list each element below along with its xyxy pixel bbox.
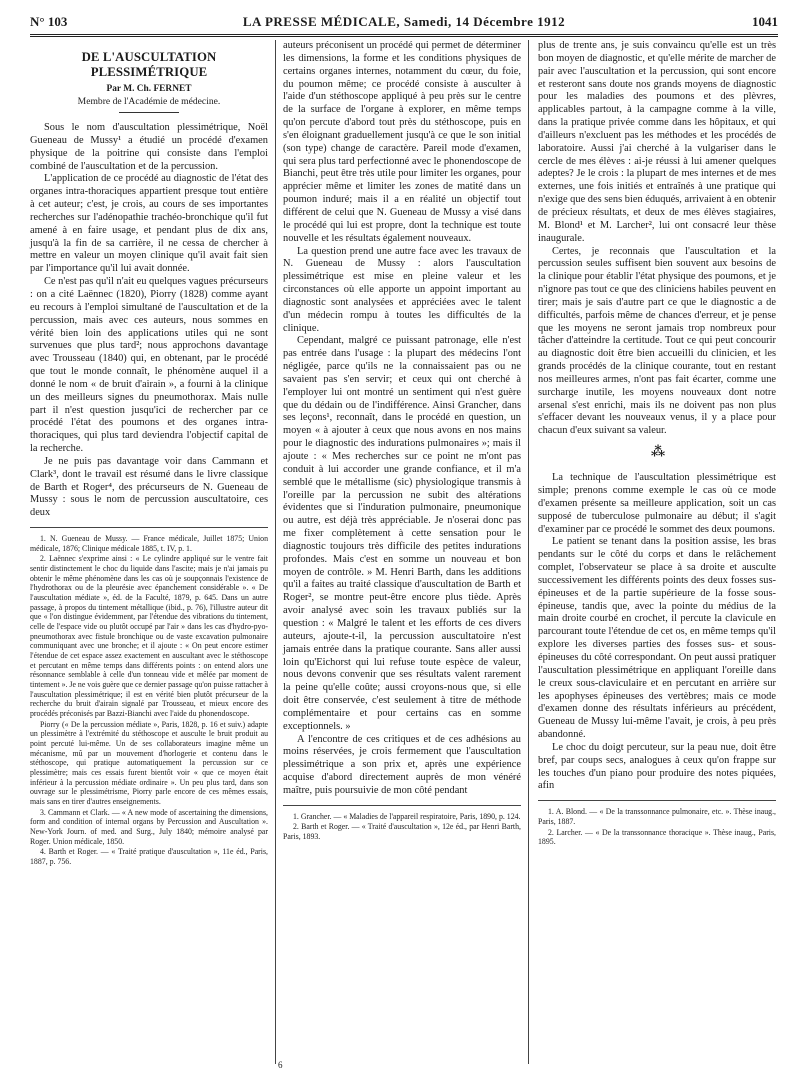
footnote-rule <box>30 527 268 528</box>
title-divider <box>119 112 179 113</box>
column-3 <box>538 40 776 848</box>
paragraph: Le patient se tenant dans la position assise, les bras pendants sur le côté du corps et dans le relâchement complet, l'observateur se place à sa droite et ausculte successivement les différents points des deux fosses sus-épineuses et de la partie supérieure de la fosse sous-épineuse, tandis que, avec la pointe du médius de la main droite courbé en crochet, il percute la clavicule en parcourant toute l'étendue de cet os, en même temps qu'il explore les diverses parties des fosses sus- et sous-épineuses du côté correspondant. On peut aussi pratiquer l'auscultation plessimétrique en appliquant l'oreille dans le creux sous-claviculaire et en percutant en arrière sur les apophyses épineuses des vertèbres; mais ce mode d'examen donne des résultats inférieurs au précédent, Gueneau de Mussy lui-même l'avait, je crois, à peu près abandonné. <box>538 536 776 741</box>
issue-number: N° 103 <box>30 14 68 29</box>
paragraph: L'application de ce procédé au diagnostic de l'état des organes intra-thoraciques appartient presque tout entière à cet auteur; c'est, je crois, au cours de ses importantes recherches sur l'adénopathie trachéo-bronchique qu'il fut amené à en faire usage, et pendant plus de dix ans, jusqu'à la fin de sa carrière, il ne cessa de chercher à mettre en valeur un moyen clinique qu'il avait fait sien par l'importance qu'il lui avait donnée. <box>30 173 268 275</box>
column-2 <box>283 40 521 843</box>
paragraph: Certes, je reconnais que l'auscultation et la percussion seules suffisent bien souvent aux besoins de la clinique pour établir l'état physique des poumons, et je n'ignore pas tout ce que des cliniciens habiles peuvent en tirer; mais je sais d'autre part ce que le diagnostic a de difficultés, parfois même de chances d'erreur, et je pense que les moyens ne seront jamais trop nombreux pour tâcher d'atteindre la certitude. Tout ce qui peut concourir au diagnostic doit être bien accueilli du clinicien, et les grands procédés de la clinique courante, tout en restant nos meilleures armes, n'ont pas fait écarter, comme une surcharge inutile, les moyens nouveaux dont notre arsenal s'est enrichi, mais ils ne doivent pas non plus s'effacer devant les nouveaux venus, il y a place pour chacun d'eux suivant sa valeur. <box>538 245 776 437</box>
footnote: Piorry (« De la percussion médiate », Paris, 1828, p. 16 et suiv.) adapte un plessimètre à l'extrémité du stéthoscope et ausculte le bruit produit au point percuté lui-même. Un de ses collaborateurs imagine même un mécanisme, mû par un mouvement d'horlogerie et contenu dans le stéthoscope, qui pratique automatiquement la percussion sur ce plessimètre; mais ces essais furent bientôt voir « que ce moyen était inférieur à la percussion médiate ordinaire ». Un peu plus tard, dans son ouvrage sur le plessimétrisme, Piorry parle encore de ces mêmes essais, mais sans en tirer d'autres enseignements. <box>30 719 268 806</box>
footnote: 1. A. Blond. — « De la transsonnance pulmonaire, etc. ». Thèse inaug., Paris, 1887. <box>538 807 776 826</box>
article-title: DE L'AUSCULTATION PLESSIMÉTRIQUE <box>81 50 217 79</box>
byline <box>30 84 268 107</box>
paragraph: Le choc du doigt percuteur, sur la peau nue, doit être bref, par coups secs, analogues à ceux qu'on frappe sur les touches d'un piano pour produire des notes piquées, afin <box>538 741 776 792</box>
paragraph: Je ne puis pas davantage voir dans Cammann et Clark³, dont le travail est résumé dans le livre classique de Barth et Roger⁴, des précurseurs de N. Gueneau de Mussy : sous le nom de percussion auscultatoire, ces deux <box>30 455 268 519</box>
footnote: 4. Barth et Roger. — « Traité pratique d'auscultation », 11e éd., Paris, 1887, p. 756. <box>30 847 268 866</box>
footnote: 2. Laënnec s'exprime ainsi : « Le cylindre appliqué sur le ventre fait sentir distinctement le choc du liquide dans l'ascite; mais je n'ai jamais pu obtenir le même phénomène dans les cas où je soupçonnais l'existence de l'hydrothorax ou de la pleurésie avec épanchement considérable ». « De l'auscultation médiate », éd. de la Faculté, 1879, p. 645. Dans un autre passage, à propos du tintement métallique (ibid., p. 76), l'illustre auteur dit que « l'on distingue évidemment, par l'étendue des vibrations du tintement, celle de l'espace vide ou plutôt occupé par l'air » dans les cas d'hydro-pyo-pneumothorax avec fistule bronchique ou de vaste excavation pulmonaire communiquant avec une bronche; et il ajoute : « On peut encore estimer l'étendue de cet espace assez exactement en auscultant avec le stéthoscope et percutant en même temps dans différents points : on entend alors une résonnance semblable à celle d'un tonneau vide et mêlée par moment de tintement ». Je ne vois guère que ce dernier passage qu'on puisse rattacher à l'auscultation plessimétrique; il est en vérité bien plutôt précurseur de la recherche du bruit d'airain signalé par Trousseau, et mieux encore des procédés préconisés par Bazzi-Bianchi avec l'aide du phonendoscope. <box>30 554 268 718</box>
paragraph: Sous le nom d'auscultation plessimétrique, Noël Gueneau de Mussy¹ a étudié un procédé d'examen physique de la poitrine qui consiste dans l'emploi combiné de l'auscultation et de la percussion. <box>30 122 268 172</box>
column-1 <box>30 40 268 867</box>
paragraph: auteurs préconisent un procédé qui permet de déterminer les dimensions, la forme et les conditions physiques de certains organes internes, notamment du cœur, du foie, du poumon même; ce procédé consiste à ausculter à l'aide d'un stéthoscope appliqué à peu près sur le centre de la surface de l'organe à explorer, en même temps qu'on percute d'abord tout près du stéthoscope, puis en s'en éloignant graduellement jusqu'à ce que le son initial (son type) change de caractère. Pareil mode d'examen, qui sera plus tard perfectionné avec le phonendoscope de Bianchi, peut être très utile pour limiter les organes, pour apprécier même et limiter les zones de matité dans un poumon induré; mais il a en réalité un objectif tout différent de celui que N. Gueneau de Mussy a visé dans le procédé qui lui est propre, dont la technique est toute nouvelle et les résultats également nouveaux. <box>283 40 521 244</box>
column-divider <box>275 40 276 1064</box>
section-asterism: ⁂ <box>650 445 664 461</box>
footnote-rule <box>283 805 521 806</box>
author: Par M. Ch. FERNET <box>106 84 192 94</box>
footnote: 1. N. Gueneau de Mussy. — France médicale, Juillet 1875; Union médicale, 1876; Clinique médicale 1885, t. IV, p. 1. <box>30 534 268 553</box>
page-header <box>30 8 778 30</box>
header-rule-double <box>30 36 778 37</box>
footnotes <box>30 527 268 866</box>
footnote: 2. Barth et Roger. — « Traité d'auscultation », 12e éd., par Henri Barth, Paris, 1893. <box>283 822 521 842</box>
paragraph: Ce n'est pas qu'il n'ait eu quelques vagues précurseurs : on a cité Laënnec (1820), Piorry (1828) comme ayant eu recours à l'emploi simultané de l'auscultation et de la percussion, mais avec ces auteurs, nous sommes en vérité bien loin des applications utiles qui ne sont survenues que plus tard²; nous approchons davantage avec Trousseau (1840) qui, en obtenant, par le procédé que tout le monde connaît, le phénomène auquel il a donné le nom « de bruit d'airain », a fourni à la clinique un des meilleurs signes du pneumothorax. Mais nulle part il n'est question jusqu'ici de rechercher par ce procédé l'état des poumons et des organes intra-thoraciques, qui plus tard deviendra l'objectif capital de la recherche. <box>30 276 268 455</box>
footnote-rule <box>538 800 776 801</box>
footnote: 3. Cammann et Clark. — « A new mode of ascertaining the dimensions, form and condition of internal organs by Percussion and Auscultation ». New-York Journ. of med. and Surg., July 1840; mémoire analysé par Roger. Union médicale, 1850. <box>30 807 268 846</box>
paragraph: Cependant, malgré ce puissant patronage, elle n'est pas entrée dans l'usage : la plupart des médecins l'ont négligée, parce qu'ils ne la connaissaient pas ou ne savaient pas s'en servir; et ceux qui ont cherché à l'employer lui ont montré un sentiment qui n'est guère que du dédain ou de l'indifférence. Ainsi Grancher, dans ses leçons¹, reconnaît, dans le procédé en question, un moyen « à ajouter à ceux que nous avons en nos mains pour le diagnostic des indurations pulmonaires »; mais il ajoute : « Mes recherches sur ce point ne m'ont pas conduit à lui accorder une grande confiance, et il m'a semblé que le métallisme (sic) physiologique transmis à l'oreille par la percussion ne subit des altérations évidentes que si l'induration pulmonaire, pneumonique ou autre, est déjà très appréciable. Je n'oserai donc pas me fixer complètement à cette sensation pour le diagnostic toujours très difficile des petites indurations profondes. Mais c'est en somme un nouveau et bon moyen de contrôle. » M. Henri Barth, dans les additions qu'il a faites au traité classique d'auscultation de Barth et Roger², se montre peut-être encore plus tiède. Après avoir analysé avec soin les travaux publiés sur la question : « Malgré le talent et les efforts de ces divers auteurs, ajoute-t-il, la percussion auscultatoire n'est jamais entrée dans la pratique courante. Sans aller aussi loin qu'Eichorst qui lui refuse toute espèce de valeur, nous devons convenir que ses résultats valent rarement la peine qu'elle coûte; aussi croyons-nous que, si elle doit être conservée, c'est seulement à titre de méthode complémentaire et pour certains cas en somme exceptionnels. » <box>283 335 521 732</box>
footnotes <box>283 805 521 842</box>
paragraph: La technique de l'auscultation plessimétrique est simple; prenons comme exemple le cas où ce mode d'examen présente sa meilleure application, soit un cas supposé de tuberculose pulmonaire au début; il s'agit d'examiner par ce procédé le sommet des deux poumons. <box>538 472 776 535</box>
journal-title: LA PRESSE MÉDICALE, Samedi, 14 Décembre 1912 <box>242 14 566 29</box>
affiliation: Membre de l'Académie de médecine. <box>77 95 221 107</box>
header-rule <box>30 34 778 35</box>
page-number: 1041 <box>752 14 778 29</box>
paragraph: La question prend une autre face avec les travaux de N. Gueneau de Mussy : alors l'auscultation plessimétrique est mise en pleine valeur et les circonstances où elle apporte un appoint important au diagnostic sont analysées et appréciées avec le talent d'un médecin rompu à toutes les difficultés de la clinique. <box>283 245 521 334</box>
column-divider <box>528 40 529 1064</box>
paragraph: plus de trente ans, je suis convaincu qu'elle est un très bon moyen de diagnostic, et qu'elle mérite de marcher de pair avec l'auscultation et la percussion, qui sont encore et resteront sans doute nos grands moyens de diagnostic pour les maladies des poumons et des plèvres, applicables partout, à la campagne comme à la ville, dans la pratique privée comme dans les hôpitaux, et qui d'ailleurs n'excluent pas les méthodes et les procédés de laboratoire. Aussi j'ai cherché à la vulgariser dans le cercle de mes élèves : ai-je réussi à lui amener quelques adeptes? Je le crois : la plupart de mes internes et de mes externes, une fois initiés et entraînés à une pratique qui n'exige que des sens bien éduqués, arrivaient à en obtenir de précieux résultats, et deux de mes élèves stagiaires, M. Blond¹ et M. Larcher², lui ont consacré leur thèse inaugurale. <box>538 40 776 244</box>
folio-mark: 6 <box>278 1060 283 1070</box>
footnote: 1. Grancher. — « Maladies de l'appareil respiratoire, Paris, 1890, p. 124. <box>293 811 521 821</box>
footnote: 2. Larcher. — « De la transsonnance thoracique ». Thèse inaug., Paris, 1895. <box>538 827 776 847</box>
footnotes <box>538 800 776 847</box>
paragraph: A l'encontre de ces critiques et de ces adhésions au moins réservées, je crois fermement que l'auscultation plessimétrique a son prix et, après une expérience acquise d'abord directement auprès de mon vénéré maître, puis poursuivie de mon côté pendant <box>283 733 521 796</box>
